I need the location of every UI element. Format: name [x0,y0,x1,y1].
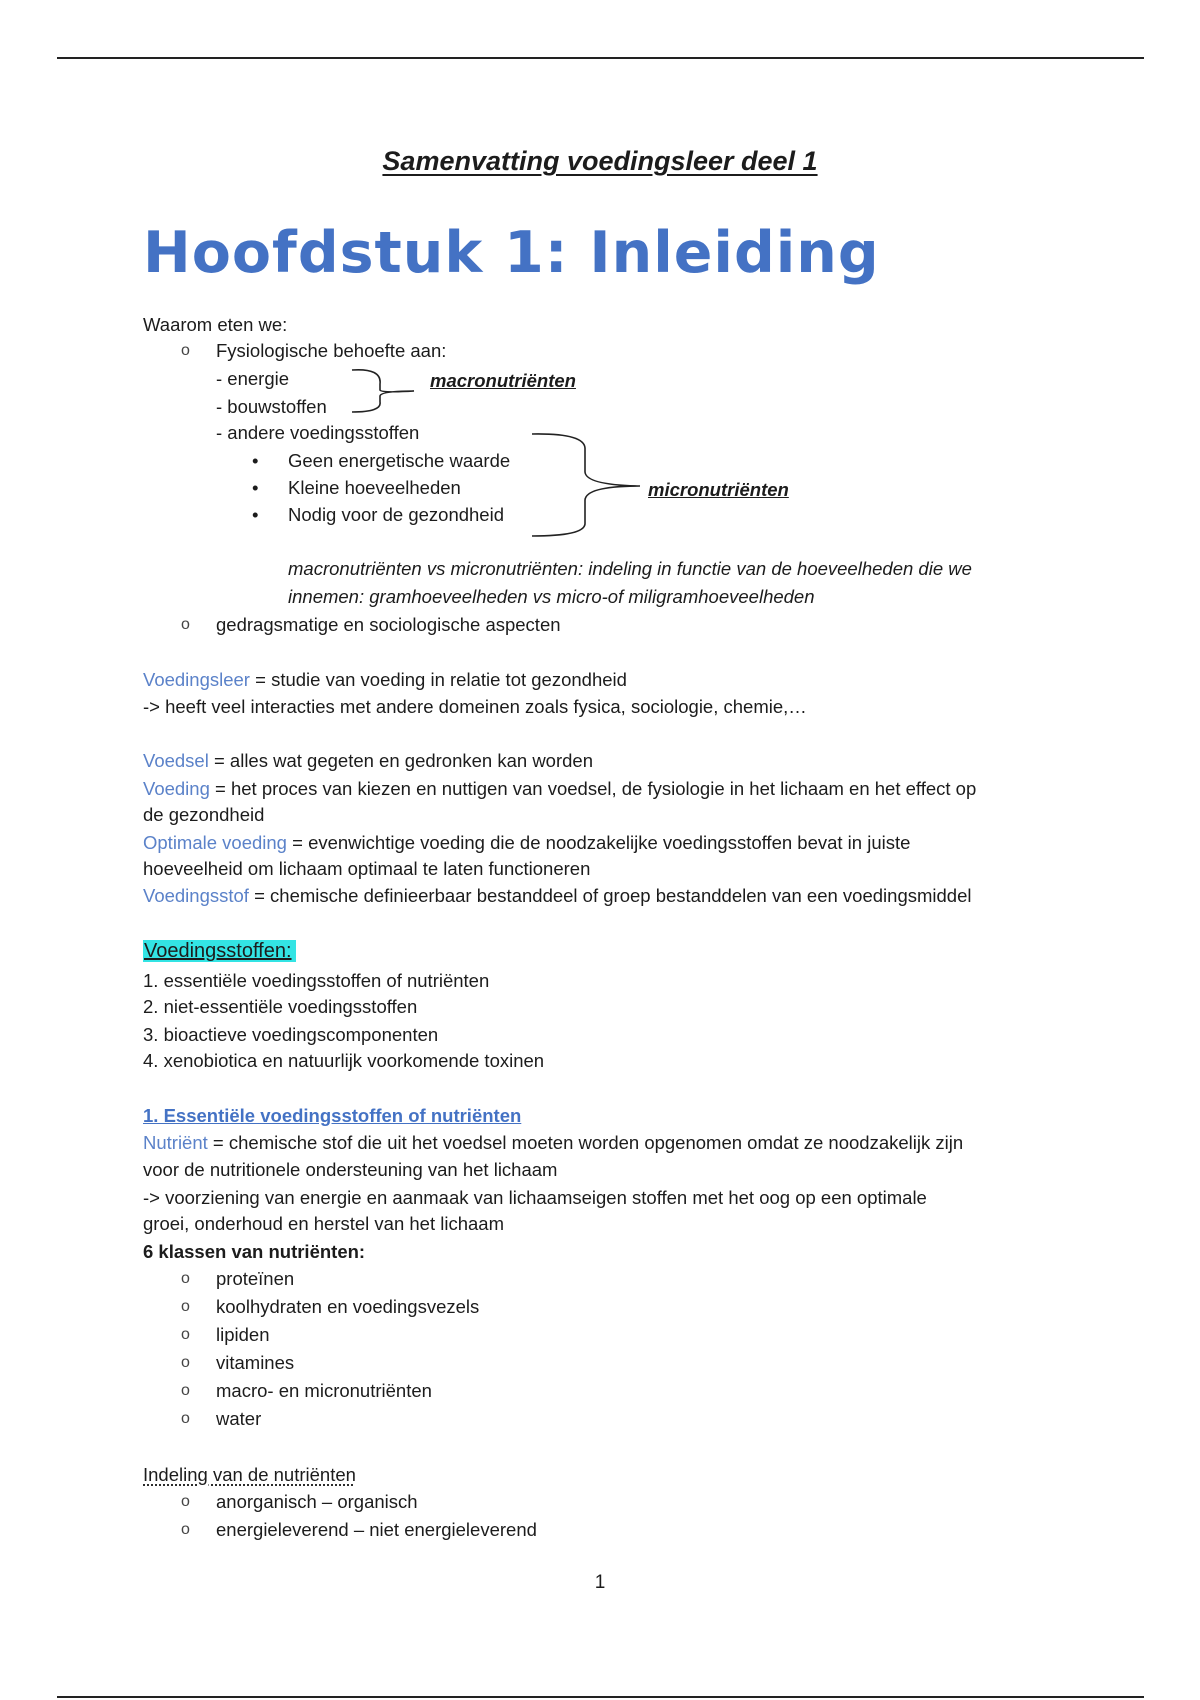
physiological-needs: Fysiologische behoefte aan: [216,340,447,361]
definition-continuation: voor de nutritionele ondersteuning van het lichaam [143,1159,558,1180]
nutrient-category: 2. niet-essentiële voedingsstoffen [143,996,418,1017]
macro-brace [352,370,414,412]
sub-item: Geen energetische waarde [288,450,511,471]
term: Optimale voeding [143,832,287,853]
bullet-circle: o [181,1521,190,1538]
definition-note: -> heeft veel interacties met andere domeinen zoals fysica, sociologie, chemie,… [143,696,807,717]
nutrient-class: proteïnen [216,1268,295,1289]
need-building-materials: - bouwstoffen [216,396,327,417]
nutrient-category: 1. essentiële voedingsstoffen of nutriënten [143,970,490,991]
definition-text: = alles wat gegeten en gedronken kan worden [208,750,593,771]
sub-item: Nodig voor de gezondheid [288,504,504,525]
bullet-circle: o [181,1354,190,1371]
nutrient-class: macro- en micronutriënten [216,1380,432,1401]
bullet-circle: o [181,1326,190,1343]
highlighted-heading: Voedingsstoffen: [143,940,296,962]
nutrient-class: water [216,1408,262,1429]
sub-bullet-dot: • [252,477,259,498]
definition-text: = studie van voeding in relatie tot gezondheid [249,669,627,690]
sub-bullet-dot: • [252,450,259,471]
nutrient-category: 3. bioactieve voedingscomponenten [143,1024,439,1045]
nutrient-category: 4. xenobiotica en natuurlijk voorkomende toxinen [143,1050,545,1071]
definition-text: = het proces van kiezen en nuttigen van voedsel, de fysiologie in het lichaam en het effect op [209,778,977,799]
term: Voedsel [143,750,209,771]
definition-voedsel [143,748,593,774]
behavioral-aspects: gedragsmatige en sociologische aspecten [216,614,561,635]
bullet-circle: o [181,616,190,633]
definition-voedingsstof [143,883,971,909]
nutrient-class: koolhydraten en voedingsvezels [216,1296,480,1317]
micronutrients-label: micronutriënten [648,479,789,500]
need-other-nutrients: - andere voedingsstoffen [216,422,420,443]
definition-voedingsleer [143,667,627,693]
chapter-heading: Hoofdstuk 1: Inleiding [143,220,880,286]
term: Nutriënt [143,1132,208,1153]
nutrient-classes-heading: 6 klassen van nutriënten: [143,1241,366,1262]
bullet-circle: o [181,1410,190,1427]
essential-nutrients-heading: 1. Essentiële voedingsstoffen of nutriënten [143,1105,522,1126]
need-energy: - energie [216,368,290,389]
note-line: innemen: gramhoeveelheden vs micro-of miligramhoeveelheden [288,586,815,607]
definition-continuation: de gezondheid [143,804,265,825]
macronutrients-label: macronutriënten [430,370,576,391]
classification-heading: Indeling van de nutriënten [143,1464,356,1485]
page-number: 1 [594,1572,606,1593]
classification-item: energieleverend – niet energieleverend [216,1519,537,1540]
classification-item: anorganisch – organisch [216,1491,418,1512]
nutrient-class: lipiden [216,1324,270,1345]
definition-optimale-voeding [143,830,910,856]
definition-voeding [143,776,976,802]
term: Voedingsleer [143,669,250,690]
term: Voeding [143,778,210,799]
definition-continuation: hoeveelheid om lichaam optimaal te laten functioneren [143,858,591,879]
definition-note: groei, onderhoud en herstel van het lichaam [143,1213,504,1234]
definition-text: = chemische definieerbaar bestanddeel of groep bestanddelen van een voedingsmiddel [248,885,972,906]
bullet-circle: o [181,342,190,359]
bottom-rule [57,1696,1144,1698]
sub-item: Kleine hoeveelheden [288,477,461,498]
nutrients-heading [143,938,296,964]
micro-brace [532,434,640,536]
bullet-circle: o [181,1298,190,1315]
definition-note: -> voorziening van energie en aanmaak van lichaamseigen stoffen met het oog op een optimale [143,1187,927,1208]
nutrient-class: vitamines [216,1352,295,1373]
bullet-circle: o [181,1382,190,1399]
definition-text: = chemische stof die uit het voedsel moeten worden opgenomen omdat ze noodzakelijk zijn [207,1132,964,1153]
document-title: Samenvatting voedingsleer deel 1 [382,146,818,176]
term: Voedingsstof [143,885,249,906]
definition-nutrient [143,1130,963,1156]
bullet-circle: o [181,1493,190,1510]
sub-bullet-dot: • [252,504,259,525]
note-line: macronutriënten vs micronutriënten: indeling in functie van de hoeveelheden die we [288,558,972,579]
bullet-circle: o [181,1270,190,1287]
why-eat-question: Waarom eten we: [143,314,288,335]
definition-text: = evenwichtige voeding die de noodzakelijke voedingsstoffen bevat in juiste [286,832,911,853]
